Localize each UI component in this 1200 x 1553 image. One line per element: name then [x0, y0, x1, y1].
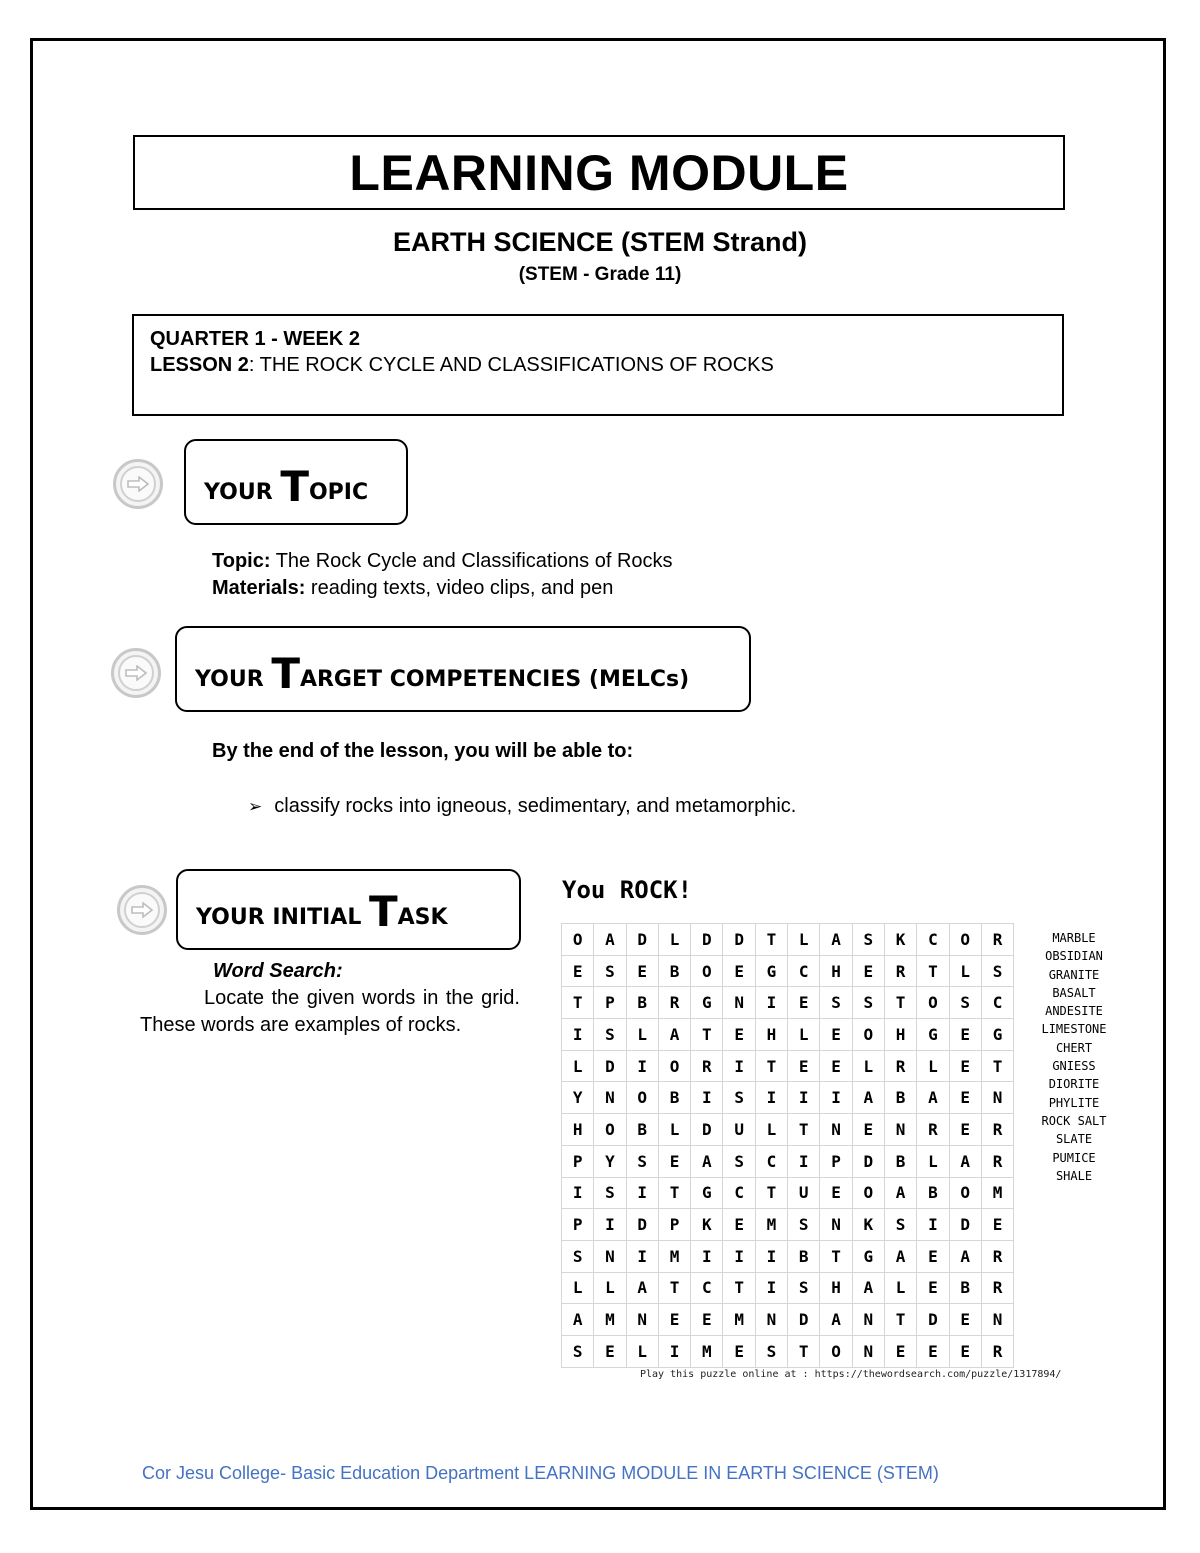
arrow-right-icon	[113, 459, 163, 509]
grid-cell: P	[562, 1209, 594, 1241]
grid-cell: A	[594, 924, 626, 956]
grid-cell: E	[626, 955, 658, 987]
grid-cell: A	[691, 1145, 723, 1177]
grid-cell: R	[981, 1145, 1013, 1177]
grid-cell: S	[788, 1209, 820, 1241]
materials-value: reading texts, video clips, and pen	[305, 577, 614, 599]
word-list-item: DIORITE	[1048, 1077, 1100, 1092]
grid-cell: G	[852, 1240, 884, 1272]
grid-cell: E	[981, 1209, 1013, 1241]
grid-cell: I	[820, 1082, 852, 1114]
your-topic-heading	[184, 439, 408, 525]
grid-cell: N	[594, 1240, 626, 1272]
grid-cell: S	[852, 924, 884, 956]
grid-cell: L	[884, 1272, 916, 1304]
grid-cell: E	[917, 1240, 949, 1272]
grid-cell: E	[949, 1335, 981, 1367]
grid-cell: L	[755, 1114, 787, 1146]
grid-cell: S	[562, 1335, 594, 1367]
grid-cell: O	[917, 987, 949, 1019]
grid-cell: T	[562, 987, 594, 1019]
grid-cell: D	[626, 924, 658, 956]
grid-cell: B	[658, 1082, 690, 1114]
grid-cell: O	[658, 1050, 690, 1082]
grid-cell: E	[949, 1082, 981, 1114]
grid-cell: B	[884, 1082, 916, 1114]
grid-cell: N	[820, 1114, 852, 1146]
competency-lead: By the end of the lesson, you will be able to:	[212, 740, 634, 762]
grid-cell: T	[981, 1050, 1013, 1082]
grid-row	[562, 1272, 1014, 1304]
word-search-instructions	[140, 958, 520, 1039]
word-list-item: CHERT	[1055, 1040, 1093, 1055]
module-title: LEARNING MODULE	[349, 144, 849, 201]
grid-cell: E	[884, 1335, 916, 1367]
grid-cell: B	[658, 955, 690, 987]
heading-rest: OPIC	[308, 480, 369, 505]
puzzle-url: Play this puzzle online at : https://thewordsearch.com/puzzle/1317894/	[640, 1369, 1062, 1380]
word-list-item: GRANITE	[1048, 967, 1100, 982]
grid-cell: I	[755, 1240, 787, 1272]
grid-cell: A	[917, 1082, 949, 1114]
word-list-item: SHALE	[1055, 1168, 1093, 1183]
word-list-item: ANDESITE	[1045, 1004, 1103, 1019]
grid-cell: L	[949, 955, 981, 987]
grid-cell: L	[562, 1050, 594, 1082]
grid-cell: C	[755, 1145, 787, 1177]
grid-cell: G	[691, 987, 723, 1019]
topic-line	[212, 548, 673, 575]
grid-cell: I	[917, 1209, 949, 1241]
word-list-item: ROCK SALT	[1041, 1113, 1107, 1128]
grid-cell: S	[723, 1145, 755, 1177]
grid-cell: K	[852, 1209, 884, 1241]
word-search-label: Word Search:	[213, 960, 343, 982]
grid-cell: E	[723, 1335, 755, 1367]
grid-cell: O	[562, 924, 594, 956]
materials-label: Materials:	[212, 577, 306, 599]
grid-cell: O	[820, 1335, 852, 1367]
grid-cell: A	[884, 1177, 916, 1209]
grid-cell: T	[788, 1114, 820, 1146]
grid-cell: R	[658, 987, 690, 1019]
heading-rest: ASK	[397, 905, 448, 930]
grid-cell: E	[658, 1304, 690, 1336]
subject-heading: EARTH SCIENCE (STEM Strand)	[392, 227, 808, 257]
grid-cell: M	[691, 1335, 723, 1367]
grid-cell: L	[626, 1335, 658, 1367]
word-list-item: PUMICE	[1052, 1150, 1096, 1165]
grid-cell: E	[852, 1114, 884, 1146]
grid-cell: M	[594, 1304, 626, 1336]
word-list-item: BASALT	[1052, 985, 1096, 1000]
grid-cell: E	[723, 955, 755, 987]
arrow-right-icon	[111, 648, 161, 698]
grid-cell: A	[852, 1082, 884, 1114]
grid-cell: D	[723, 924, 755, 956]
grid-cell: S	[723, 1082, 755, 1114]
grid-cell: A	[852, 1272, 884, 1304]
competency-bullet	[248, 793, 796, 821]
grid-cell: B	[917, 1177, 949, 1209]
grid-cell: E	[594, 1335, 626, 1367]
grid-cell: N	[852, 1304, 884, 1336]
grid-cell: E	[723, 1209, 755, 1241]
grid-cell: O	[852, 1177, 884, 1209]
grid-cell: N	[723, 987, 755, 1019]
grid-cell: I	[562, 1019, 594, 1051]
word-list-item: SLATE	[1055, 1132, 1093, 1147]
grid-cell: L	[788, 1019, 820, 1051]
grid-cell: I	[755, 1082, 787, 1114]
grid-cell: C	[917, 924, 949, 956]
heading-big-letter: T	[271, 649, 300, 698]
grid-cell: H	[820, 955, 852, 987]
grid-cell: D	[691, 1114, 723, 1146]
grid-cell: T	[658, 1177, 690, 1209]
grid-cell: E	[820, 1019, 852, 1051]
grid-cell: T	[723, 1272, 755, 1304]
grid-cell: T	[658, 1272, 690, 1304]
grid-cell: C	[981, 987, 1013, 1019]
grid-cell: I	[626, 1050, 658, 1082]
grid-cell: T	[884, 1304, 916, 1336]
grid-cell: N	[626, 1304, 658, 1336]
grid-cell: I	[723, 1050, 755, 1082]
grid-cell: B	[788, 1240, 820, 1272]
grid-cell: R	[981, 1240, 1013, 1272]
arrow-right-icon	[117, 885, 167, 935]
grid-cell: E	[788, 987, 820, 1019]
grid-cell: E	[723, 1019, 755, 1051]
heading-big-letter: T	[280, 462, 309, 511]
bullet-arrow-icon: ➢	[248, 797, 263, 817]
grid-cell: I	[626, 1177, 658, 1209]
grid-cell: B	[626, 987, 658, 1019]
grid-cell: T	[691, 1019, 723, 1051]
grid-cell: R	[691, 1050, 723, 1082]
grid-cell: E	[949, 1050, 981, 1082]
grid-cell: S	[755, 1335, 787, 1367]
grid-cell: I	[594, 1209, 626, 1241]
grid-cell: S	[788, 1272, 820, 1304]
grid-cell: S	[594, 955, 626, 987]
grid-cell: T	[755, 924, 787, 956]
grid-cell: E	[949, 1304, 981, 1336]
grid-cell: I	[788, 1082, 820, 1114]
grid-cell: H	[755, 1019, 787, 1051]
grid-cell: I	[562, 1177, 594, 1209]
word-list-item: GNIESS	[1052, 1059, 1096, 1074]
grid-cell: L	[562, 1272, 594, 1304]
grid-row	[562, 1304, 1014, 1336]
instructions-text: Locate the given words in the grid. These words are examples of rocks.	[140, 987, 520, 1036]
grid-cell: G	[691, 1177, 723, 1209]
heading-prefix: YOUR INITIAL	[196, 905, 369, 930]
grid-row	[562, 1050, 1014, 1082]
grid-cell: N	[820, 1209, 852, 1241]
lesson-title: : THE ROCK CYCLE AND CLASSIFICATIONS OF ROCKS	[248, 354, 774, 376]
grid-cell: H	[884, 1019, 916, 1051]
grid-cell: M	[755, 1209, 787, 1241]
grid-cell: L	[917, 1050, 949, 1082]
grid-cell: E	[562, 955, 594, 987]
grid-cell: U	[723, 1114, 755, 1146]
grid-row	[562, 1019, 1014, 1051]
grid-cell: G	[981, 1019, 1013, 1051]
grid-cell: L	[626, 1019, 658, 1051]
grid-cell: O	[852, 1019, 884, 1051]
word-list-item: MARBLE	[1052, 931, 1096, 945]
grid-cell: P	[562, 1145, 594, 1177]
grid-row	[562, 987, 1014, 1019]
grid-row	[562, 955, 1014, 987]
grid-cell: S	[594, 1019, 626, 1051]
grid-cell: N	[755, 1304, 787, 1336]
grid-cell: O	[691, 955, 723, 987]
grid-cell: L	[917, 1145, 949, 1177]
quarter-label: QUARTER 1 - WEEK 2	[150, 328, 361, 350]
grid-cell: A	[658, 1019, 690, 1051]
grid-cell: S	[884, 1209, 916, 1241]
grid-cell: N	[594, 1082, 626, 1114]
word-list-item: OBSIDIAN	[1045, 949, 1103, 964]
grid-cell: E	[820, 1050, 852, 1082]
heading-prefix: YOUR	[195, 667, 272, 692]
grid-cell: N	[981, 1082, 1013, 1114]
grid-cell: O	[626, 1082, 658, 1114]
module-title-box	[133, 135, 1065, 210]
grid-cell: A	[949, 1145, 981, 1177]
grid-cell: G	[755, 955, 787, 987]
grid-cell: D	[788, 1304, 820, 1336]
word-list-item: LIMESTONE	[1041, 1022, 1107, 1037]
grid-cell: P	[820, 1145, 852, 1177]
heading-prefix: YOUR	[204, 480, 281, 505]
grid-cell: T	[755, 1177, 787, 1209]
your-initial-task-heading	[176, 869, 521, 950]
grid-cell: L	[658, 924, 690, 956]
grid-cell: S	[981, 955, 1013, 987]
grid-cell: H	[562, 1114, 594, 1146]
grid-cell: A	[820, 1304, 852, 1336]
grid-cell: H	[820, 1272, 852, 1304]
grid-cell: C	[788, 955, 820, 987]
grid-cell: S	[820, 987, 852, 1019]
word-list	[1034, 929, 1114, 1185]
grid-cell: G	[917, 1019, 949, 1051]
grid-cell: S	[949, 987, 981, 1019]
grid-cell: P	[594, 987, 626, 1019]
grid-cell: E	[788, 1050, 820, 1082]
grid-cell: D	[949, 1209, 981, 1241]
grid-row	[562, 924, 1014, 956]
grid-cell: A	[626, 1272, 658, 1304]
grid-cell: S	[626, 1145, 658, 1177]
grid-cell: K	[691, 1209, 723, 1241]
topic-value: The Rock Cycle and Classifications of Rocks	[270, 550, 673, 572]
grid-cell: R	[884, 1050, 916, 1082]
word-search-grid	[561, 923, 1014, 1368]
lesson-label: LESSON 2	[150, 354, 249, 376]
grid-cell: I	[626, 1240, 658, 1272]
grid-row	[562, 1177, 1014, 1209]
grid-cell: D	[691, 924, 723, 956]
grid-cell: D	[852, 1145, 884, 1177]
grid-cell: L	[852, 1050, 884, 1082]
grid-cell: O	[594, 1114, 626, 1146]
grid-cell: R	[917, 1114, 949, 1146]
grid-cell: N	[981, 1304, 1013, 1336]
grid-cell: S	[562, 1240, 594, 1272]
grid-cell: A	[884, 1240, 916, 1272]
heading-big-letter: T	[369, 887, 398, 936]
grid-cell: R	[981, 924, 1013, 956]
grid-row	[562, 1082, 1014, 1114]
grid-cell: D	[594, 1050, 626, 1082]
grid-cell: K	[884, 924, 916, 956]
topic-details	[212, 548, 673, 602]
grid-cell: I	[723, 1240, 755, 1272]
grid-cell: B	[626, 1114, 658, 1146]
grid-cell: R	[981, 1272, 1013, 1304]
grid-cell: E	[949, 1019, 981, 1051]
grid-cell: L	[594, 1272, 626, 1304]
grid-cell: M	[658, 1240, 690, 1272]
grid-cell: P	[658, 1209, 690, 1241]
grid-cell: T	[820, 1240, 852, 1272]
grid-row	[562, 1335, 1014, 1367]
grid-cell: U	[788, 1177, 820, 1209]
grid-cell: L	[788, 924, 820, 956]
your-target-competencies-heading	[175, 626, 751, 712]
grid-cell: E	[917, 1272, 949, 1304]
grid-cell: D	[626, 1209, 658, 1241]
grid-cell: I	[788, 1145, 820, 1177]
grid-cell: M	[723, 1304, 755, 1336]
grid-cell: I	[755, 1272, 787, 1304]
grid-cell: E	[820, 1177, 852, 1209]
grid-row	[562, 1145, 1014, 1177]
topic-label: Topic:	[212, 550, 271, 572]
grid-cell: E	[658, 1145, 690, 1177]
grid-cell: T	[884, 987, 916, 1019]
grid-cell: T	[917, 955, 949, 987]
grid-cell: E	[852, 955, 884, 987]
grid-cell: L	[658, 1114, 690, 1146]
bullet-text: classify rocks into igneous, sedimentary, and metamorphic.	[274, 795, 797, 817]
grid-cell: R	[981, 1335, 1013, 1367]
grid-cell: A	[562, 1304, 594, 1336]
word-list-item: PHYLITE	[1048, 1095, 1100, 1110]
grid-row	[562, 1240, 1014, 1272]
materials-line	[212, 575, 673, 602]
grid-cell: Y	[594, 1145, 626, 1177]
grid-cell: B	[949, 1272, 981, 1304]
grid-cell: D	[917, 1304, 949, 1336]
heading-rest: ARGET COMPETENCIES (MELCs)	[299, 667, 690, 692]
grid-cell: R	[884, 955, 916, 987]
word-search-title: You ROCK!	[562, 876, 693, 904]
grid-cell: A	[949, 1240, 981, 1272]
grid-row	[562, 1209, 1014, 1241]
grade-heading: (STEM - Grade 11)	[518, 264, 682, 285]
footer-text: Cor Jesu College- Basic Education Department LEARNING MODULE IN EARTH SCIENCE (STEM)	[142, 1463, 939, 1483]
grid-cell: T	[788, 1335, 820, 1367]
grid-cell: R	[981, 1114, 1013, 1146]
grid-cell: C	[691, 1272, 723, 1304]
grid-cell: I	[658, 1335, 690, 1367]
grid-cell: M	[981, 1177, 1013, 1209]
grid-cell: I	[691, 1240, 723, 1272]
grid-cell: S	[852, 987, 884, 1019]
lesson-box	[132, 314, 1064, 416]
grid-cell: S	[594, 1177, 626, 1209]
grid-cell: I	[691, 1082, 723, 1114]
grid-cell: T	[755, 1050, 787, 1082]
grid-row	[562, 1114, 1014, 1146]
grid-cell: C	[723, 1177, 755, 1209]
grid-cell: O	[949, 1177, 981, 1209]
grid-cell: E	[917, 1335, 949, 1367]
grid-cell: N	[884, 1114, 916, 1146]
grid-cell: Y	[562, 1082, 594, 1114]
grid-cell: I	[755, 987, 787, 1019]
grid-cell: A	[820, 924, 852, 956]
grid-cell: E	[949, 1114, 981, 1146]
lesson-line	[150, 352, 1046, 378]
grid-cell: N	[852, 1335, 884, 1367]
grid-cell: E	[691, 1304, 723, 1336]
grid-cell: O	[949, 924, 981, 956]
grid-cell: B	[884, 1145, 916, 1177]
